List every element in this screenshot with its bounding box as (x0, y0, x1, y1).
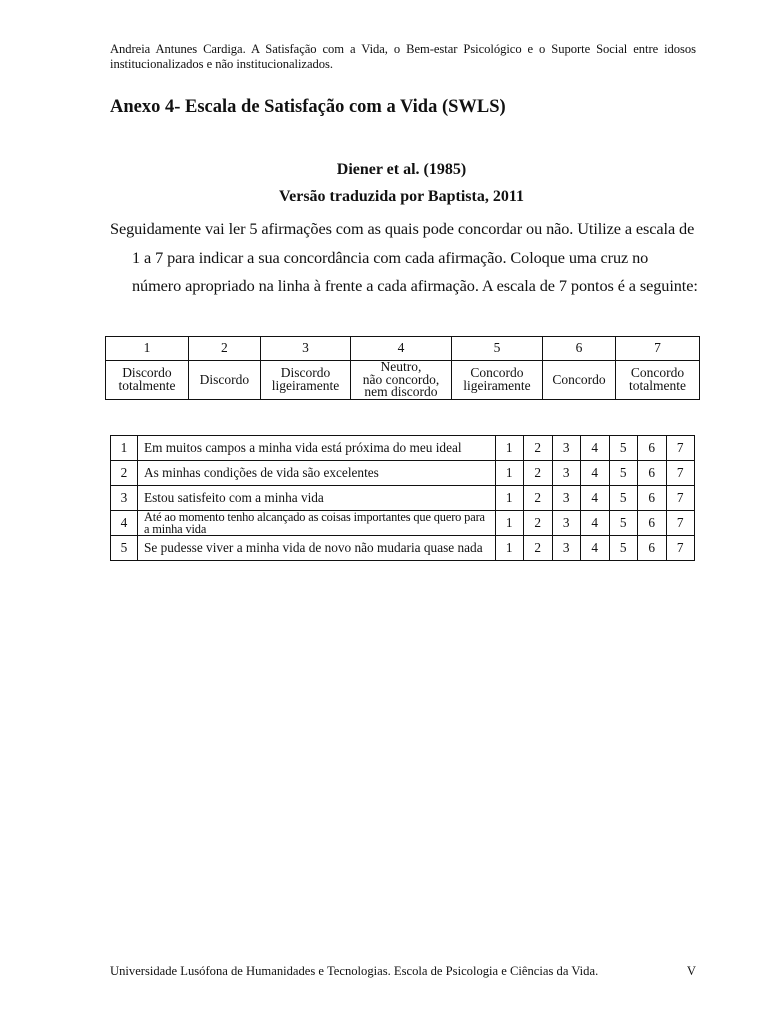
scale-table (105, 336, 700, 400)
answer-option[interactable]: 3 (552, 436, 581, 461)
page-footer (110, 964, 696, 979)
answer-option[interactable]: 7 (666, 436, 695, 461)
items-table (110, 435, 695, 561)
scale-label: Discordo ligeiramente (260, 361, 350, 400)
answer-option[interactable]: 4 (581, 536, 610, 561)
answer-option[interactable]: 2 (524, 511, 553, 536)
scale-label: Discordo totalmente (106, 361, 189, 400)
authors-line: Diener et al. (1985) (336, 161, 467, 178)
item-number: 4 (111, 511, 138, 536)
answer-option[interactable]: 6 (638, 486, 667, 511)
instructions-paragraph: Seguidamente vai ler 5 afirmações com as quais pode concordar ou não. Utilize a escala de 1 a 7 para indicar a sua concordância com cada afirmação. Coloque uma cruz no número apropriado na linha à frente a cada afirmação. A escala de 7 pontos é a seguinte: (110, 219, 698, 295)
scale-number: 4 (350, 337, 451, 361)
answer-option[interactable]: 3 (552, 511, 581, 536)
answer-option[interactable]: 1 (495, 536, 524, 561)
answer-option[interactable]: 6 (638, 436, 667, 461)
scale-number: 5 (451, 337, 542, 361)
answer-option[interactable]: 7 (666, 461, 695, 486)
scale-label: Concordo (542, 361, 615, 400)
scale-number: 1 (106, 337, 189, 361)
scale-number: 7 (616, 337, 700, 361)
item-statement: Se pudesse viver a minha vida de novo não mudaria quase nada (138, 536, 496, 561)
footer-institution: Universidade Lusófona de Humanidades e Tecnologias. Escola de Psicologia e Ciências da Vida. (110, 964, 599, 978)
answer-option[interactable]: 6 (638, 461, 667, 486)
scale-label: Neutro, não concordo, nem discordo (350, 361, 451, 400)
scale-label: Discordo (188, 361, 260, 400)
answer-option[interactable]: 6 (638, 536, 667, 561)
item-number: 1 (111, 436, 138, 461)
answer-option[interactable]: 5 (609, 536, 638, 561)
scale-label: Concordo totalmente (616, 361, 700, 400)
answer-option[interactable]: 5 (609, 436, 638, 461)
annex-title: Anexo 4- Escala de Satisfação com a Vida (SWLS) (110, 97, 506, 117)
answer-option[interactable]: 1 (495, 486, 524, 511)
answer-option[interactable]: 2 (524, 461, 553, 486)
scale-number: 2 (188, 337, 260, 361)
answer-option[interactable]: 3 (552, 461, 581, 486)
answer-option[interactable]: 4 (581, 461, 610, 486)
item-statement: Estou satisfeito com a minha vida (138, 486, 496, 511)
scale-label: Concordo ligeiramente (451, 361, 542, 400)
running-header: Andreia Antunes Cardiga. A Satisfação com a Vida, o Bem-estar Psicológico e o Suporte Social entre idosos institucionalizados e não institucionalizados. (110, 42, 696, 71)
item-number: 5 (111, 536, 138, 561)
scale-labels-row (106, 361, 700, 400)
answer-option[interactable]: 5 (609, 511, 638, 536)
answer-option[interactable]: 1 (495, 436, 524, 461)
authors-block (0, 156, 768, 210)
answer-option[interactable]: 4 (581, 436, 610, 461)
answer-option[interactable]: 1 (495, 461, 524, 486)
table-row (111, 511, 695, 536)
scale-numbers-row (106, 337, 700, 361)
answer-option[interactable]: 2 (524, 536, 553, 561)
answer-option[interactable]: 6 (638, 511, 667, 536)
item-number: 2 (111, 461, 138, 486)
answer-option[interactable]: 5 (609, 486, 638, 511)
answer-option[interactable]: 3 (552, 536, 581, 561)
item-statement: As minhas condições de vida são excelentes (138, 461, 496, 486)
table-row (111, 461, 695, 486)
answer-option[interactable]: 3 (552, 486, 581, 511)
item-statement: Em muitos campos a minha vida está próxima do meu ideal (138, 436, 496, 461)
table-row (111, 536, 695, 561)
item-number: 3 (111, 486, 138, 511)
scale-number: 3 (260, 337, 350, 361)
answer-option[interactable]: 7 (666, 486, 695, 511)
page-number: V (686, 964, 696, 978)
item-statement: Até ao momento tenho alcançado as coisas importantes que quero para a minha vida (138, 511, 496, 536)
answer-option[interactable]: 1 (495, 511, 524, 536)
answer-option[interactable]: 5 (609, 461, 638, 486)
answer-option[interactable]: 7 (666, 536, 695, 561)
answer-option[interactable]: 4 (581, 486, 610, 511)
answer-option[interactable]: 2 (524, 436, 553, 461)
translation-line: Versão traduzida por Baptista, 2011 (279, 188, 524, 205)
answer-option[interactable]: 4 (581, 511, 610, 536)
table-row (111, 436, 695, 461)
answer-option[interactable]: 2 (524, 486, 553, 511)
scale-number: 6 (542, 337, 615, 361)
table-row (111, 486, 695, 511)
answer-option[interactable]: 7 (666, 511, 695, 536)
